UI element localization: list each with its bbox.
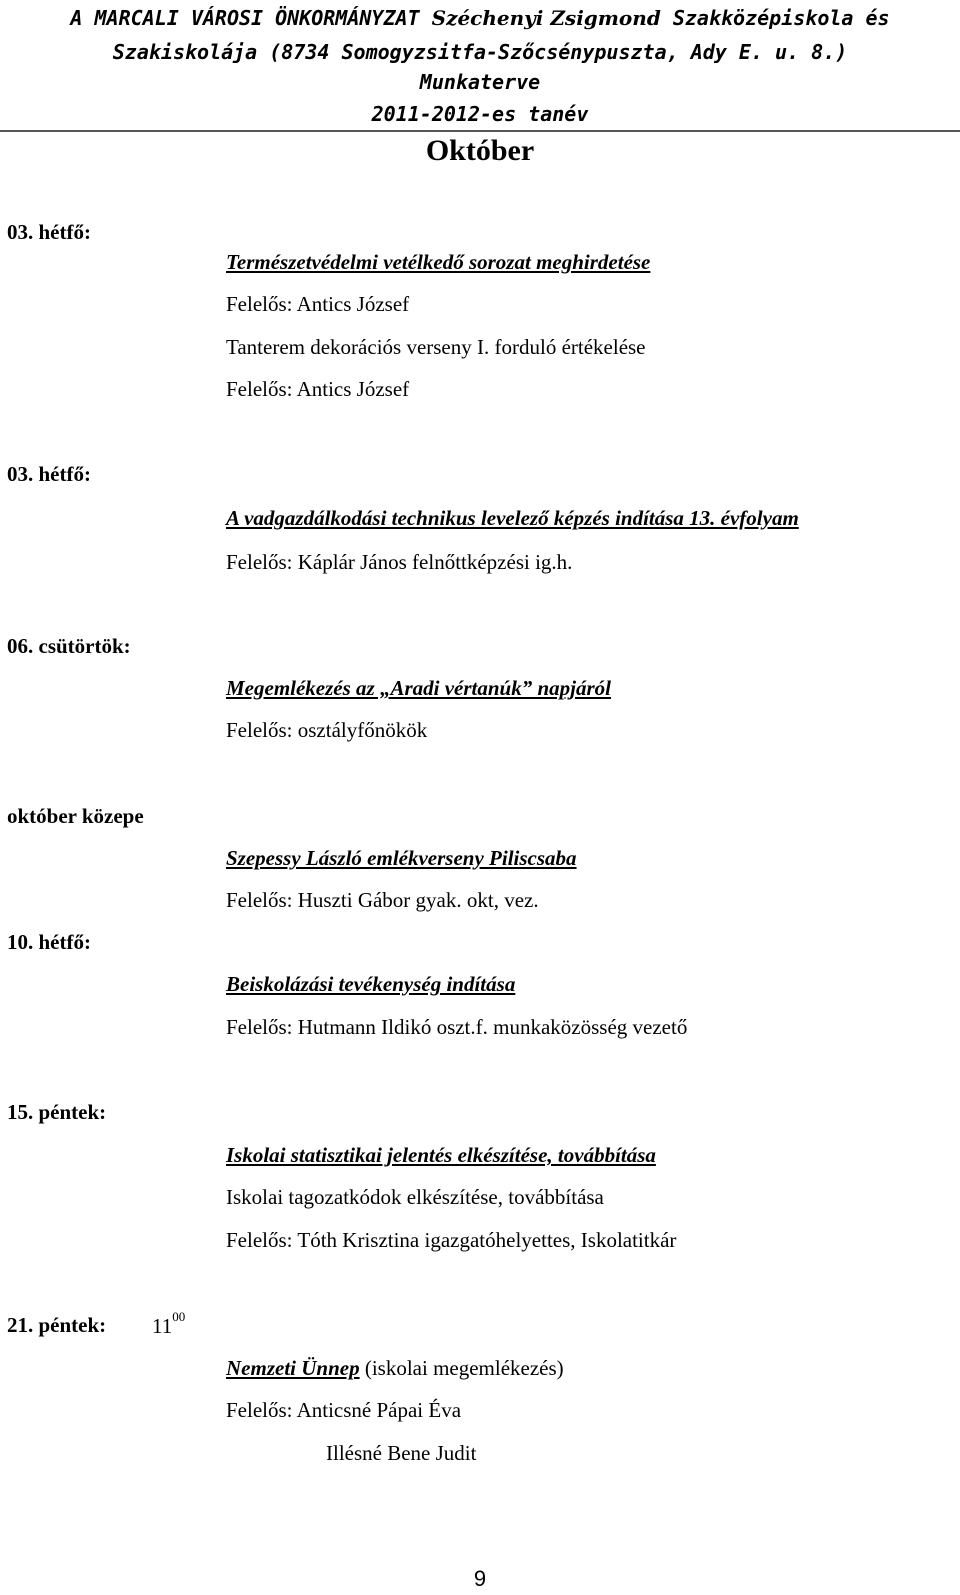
event-detail: Iskolai tagozatkódok elkészítése, továbbítása bbox=[226, 1185, 604, 1209]
day-label: 10. hétfő: bbox=[7, 930, 91, 954]
event-time bbox=[152, 1309, 186, 1339]
day-label: 21. péntek: bbox=[7, 1313, 107, 1337]
header-line-3: Munkaterve bbox=[419, 70, 541, 94]
day-label: október közepe bbox=[7, 804, 144, 828]
header-line-2: Szakiskolája (8734 Somogyzsitfa-Szőcsénypuszta, Ady E. u. 8.) bbox=[112, 40, 848, 64]
event-responsible: Felelős: osztályfőnökök bbox=[226, 718, 428, 742]
event-title: Beiskolázási tevékenység indítása bbox=[226, 972, 516, 996]
event-responsible: Felelős: Huszti Gábor gyak. okt, vez. bbox=[226, 888, 539, 912]
time-minute: 00 bbox=[172, 1309, 186, 1324]
event-title: Természetvédelmi vetélkedő sorozat meghirdetése bbox=[226, 250, 651, 274]
month-title: Október bbox=[425, 134, 535, 167]
page-number: 9 bbox=[473, 1566, 487, 1591]
header-text: Szakközépiskola és bbox=[660, 6, 890, 30]
event-title-rest: (iskolai megemlékezés) bbox=[359, 1356, 564, 1380]
header-line-4: 2011-2012-es tanév bbox=[371, 102, 589, 126]
header-school-name: Széchenyi Zsigmond bbox=[431, 6, 661, 30]
day-label: 06. csütörtök: bbox=[7, 634, 131, 658]
event-responsible: Felelős: Tóth Krisztina igazgatóhelyettes, Iskolatitkár bbox=[226, 1228, 677, 1252]
time-hour: 11 bbox=[152, 1314, 173, 1338]
day-label: 03. hétfő: bbox=[7, 220, 91, 244]
event-responsible: Felelős: Antics József bbox=[226, 377, 410, 401]
event-responsible: Felelős: Antics József bbox=[226, 292, 410, 316]
event-title: A vadgazdálkodási technikus levelező képzés indítása 13. évfolyam bbox=[226, 506, 799, 530]
header-divider bbox=[0, 130, 960, 132]
event-detail: Tanterem dekorációs verseny I. forduló értékelése bbox=[226, 335, 646, 359]
event-responsible: Felelős: Anticsné Pápai Éva bbox=[226, 1398, 462, 1422]
event-title: Nemzeti Ünnep bbox=[226, 1356, 360, 1380]
header-text: A MARCALI VÁROSI ÖNKORMÁNYZAT bbox=[70, 6, 432, 30]
day-label: 15. péntek: bbox=[7, 1100, 107, 1124]
event-responsible: Felelős: Hutmann Ildikó oszt.f. munkaközösség vezető bbox=[226, 1015, 688, 1039]
event-title: Iskolai statisztikai jelentés elkészítése, továbbítása bbox=[226, 1143, 656, 1167]
event-responsible: Illésné Bene Judit bbox=[326, 1441, 477, 1465]
event-responsible: Felelős: Káplár János felnőttképzési ig.h. bbox=[226, 550, 573, 574]
header-line-1 bbox=[0, 4, 960, 32]
event-title-line bbox=[226, 1356, 564, 1381]
day-label: 03. hétfő: bbox=[7, 462, 91, 486]
event-title: Szepessy László emlékverseny Piliscsaba bbox=[226, 846, 577, 870]
event-title: Megemlékezés az „Aradi vértanúk” napjáról bbox=[226, 676, 612, 700]
